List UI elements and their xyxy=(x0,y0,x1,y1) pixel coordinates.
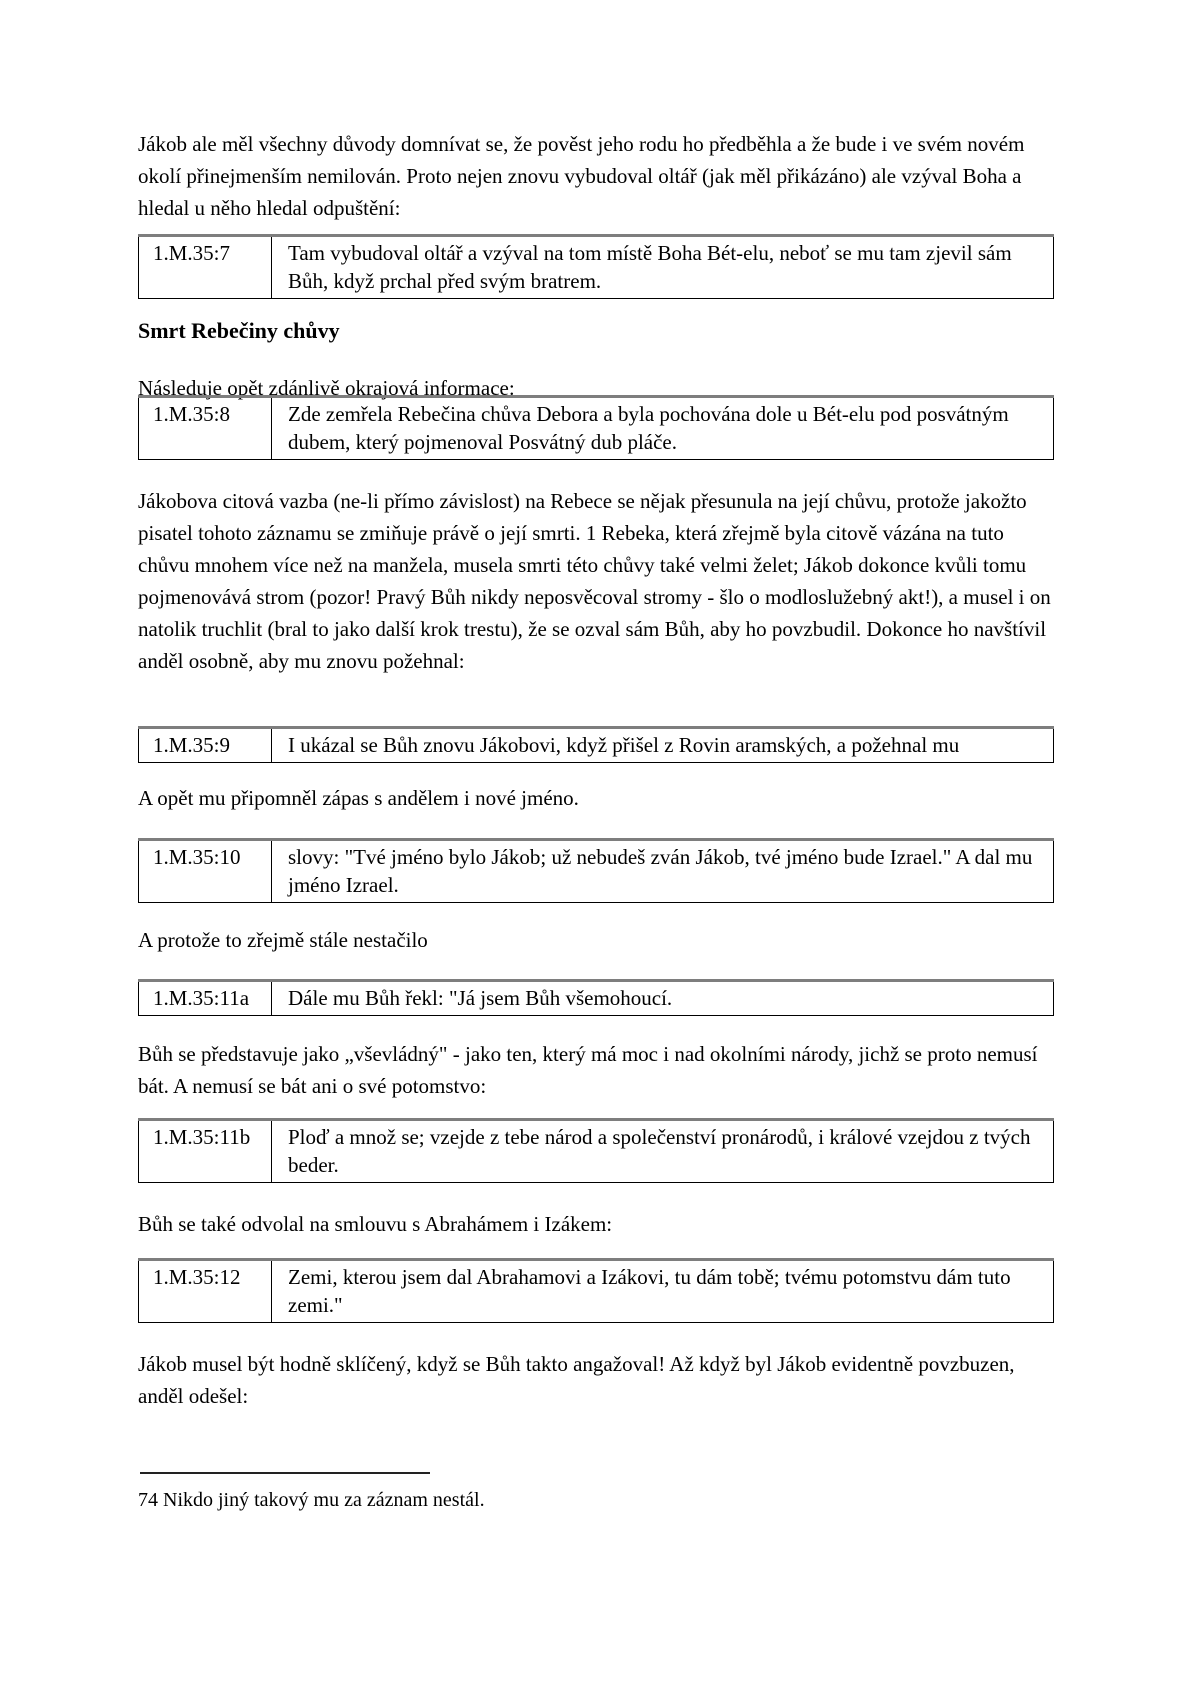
paragraph-covenant: Bůh se také odvolal na smlouvu s Abrahámem i Izákem: xyxy=(138,1212,613,1236)
verse-text: Tam vybudoval oltář a vzýval na tom místě Boha Bét-elu, neboť se mu tam zjevil sám Bůh, když prchal před svým bratrem. xyxy=(272,236,1054,299)
verse-text: slovy: "Tvé jméno bylo Jákob; už nebudeš zván Jákob, tvé jméno bude Izrael." A dal mu jméno Izrael. xyxy=(272,840,1054,903)
verse-table-35-7 xyxy=(138,234,1054,299)
verse-row xyxy=(139,1260,1054,1323)
footnote-text: Nikdo jiný takový mu za záznam nestál. xyxy=(163,1489,485,1511)
verse-ref: 1.M.35:12 xyxy=(139,1260,272,1323)
paragraph-name-reminder: A opět mu připomněl zápas s andělem i nové jméno. xyxy=(138,786,579,810)
verse-table-35-11a xyxy=(138,979,1054,1016)
verse-text: Zde zemřela Rebečina chůva Debora a byla pochována dole u Bét-elu pod posvátným dubem, který pojmenoval Posvátný dub pláče. xyxy=(272,397,1054,460)
verse-ref: 1.M.35:10 xyxy=(139,840,272,903)
verse-row xyxy=(139,1120,1054,1183)
paragraph-lead-in: Následuje opět zdánlivě okrajová informace: xyxy=(138,376,515,400)
verse-ref: 1.M.35:7 xyxy=(139,236,272,299)
verse-text: Dále mu Bůh řekl: "Já jsem Bůh všemohoucí. xyxy=(272,981,1054,1016)
verse-text: I ukázal se Bůh znovu Jákobovi, když přišel z Rovin aramských, a požehnal mu xyxy=(272,728,1054,763)
verse-row xyxy=(139,840,1054,903)
verse-row xyxy=(139,728,1054,763)
verse-row xyxy=(139,236,1054,299)
verse-text: Ploď a množ se; vzejde z tebe národ a společenství pronárodů, i králové vzejdou z tvých beder. xyxy=(272,1120,1054,1183)
verse-ref: 1.M.35:9 xyxy=(139,728,272,763)
paragraph-commentary: Jákobova citová vazba (ne-li přímo závislost) na Rebece se nějak přesunula na její chůvu, protože jakožto pisatel tohoto záznamu se zmiňuje právě o její smrti. 1 Rebeka, která zřejmě byla citově vázána na tuto chůvu mnohem více než na manžela, musela smrti této chůvy také velmi želet; Jákob dokonce kvůli tomu pojmenovává strom (pozor! Pravý Bůh nikdy neposvěcoval stromy - šlo o modloslužebný akt!), a musel i on natolik truchlit (bral to jako další krok trestu), že se ozval sám Bůh, aby ho povzbudil. Dokonce ho navštívil anděl osobně, aby mu znovu požehnal: xyxy=(138,489,1051,673)
verse-ref: 1.M.35:11a xyxy=(139,981,272,1016)
paragraph-closing: Jákob musel být hodně sklíčený, když se Bůh takto angažoval! Až když byl Jákob evidentně povzbuzen, anděl odešel: xyxy=(138,1352,1015,1408)
section-heading: Smrt Rebečiny chůvy xyxy=(138,318,340,343)
verse-row xyxy=(139,981,1054,1016)
verse-text: Zemi, kterou jsem dal Abrahamovi a Izákovi, tu dám tobě; tvému potomstvu dám tuto zemi." xyxy=(272,1260,1054,1323)
verse-ref: 1.M.35:11b xyxy=(139,1120,272,1183)
paragraph-still-not-enough: A protože to zřejmě stále nestačilo xyxy=(138,928,428,952)
verse-table-35-10 xyxy=(138,838,1054,903)
footnote-number: 74 xyxy=(138,1489,158,1511)
paragraph-almighty: Bůh se představuje jako „vševládný" - jako ten, který má moc i nad okolními národy, jichž se proto nemusí bát. A nemusí se bát ani o své potomstvo: xyxy=(138,1042,1038,1098)
verse-table-35-11b xyxy=(138,1118,1054,1183)
footnote xyxy=(138,1486,1054,1514)
verse-table-35-8 xyxy=(138,395,1054,460)
verse-row xyxy=(139,397,1054,460)
verse-ref: 1.M.35:8 xyxy=(139,397,272,460)
footnote-separator xyxy=(140,1472,430,1474)
verse-table-35-12 xyxy=(138,1258,1054,1323)
paragraph-intro: Jákob ale měl všechny důvody domnívat se, že pověst jeho rodu ho předběhla a že bude i ve svém novém okolí přinejmenším nemilován. Proto nejen znovu vybudoval oltář (jak měl přikázáno) ale vzýval Boha a hledal u něho hledal odpuštění: xyxy=(138,132,1025,220)
verse-table-35-9 xyxy=(138,726,1054,763)
